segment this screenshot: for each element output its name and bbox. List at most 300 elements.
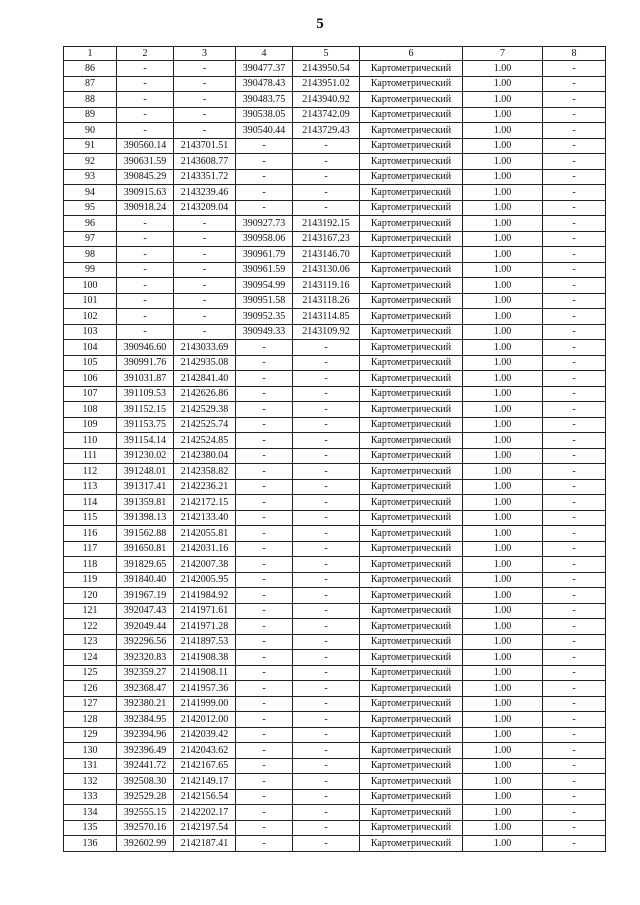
table-row bbox=[64, 696, 606, 712]
table-cell: Картометрический bbox=[360, 262, 463, 278]
table-cell: Картометрический bbox=[360, 805, 463, 821]
table-row bbox=[64, 448, 606, 464]
table-cell: 1.00 bbox=[463, 836, 543, 852]
table-cell: 134 bbox=[64, 805, 117, 821]
table-cell: - bbox=[236, 712, 293, 728]
table-cell: 392529.28 bbox=[117, 789, 174, 805]
table-cell: 103 bbox=[64, 324, 117, 340]
table-cell: - bbox=[117, 123, 174, 139]
table-cell: 392394.96 bbox=[117, 727, 174, 743]
table-cell: - bbox=[543, 495, 606, 511]
table-row bbox=[64, 495, 606, 511]
table-cell: - bbox=[236, 588, 293, 604]
table-cell: 390952.35 bbox=[236, 309, 293, 325]
table-cell: - bbox=[543, 247, 606, 263]
table-cell: 2141897.53 bbox=[174, 634, 236, 650]
table-cell: - bbox=[236, 634, 293, 650]
table-cell: 1.00 bbox=[463, 247, 543, 263]
table-cell: 1.00 bbox=[463, 293, 543, 309]
table-row bbox=[64, 541, 606, 557]
table-cell: 1.00 bbox=[463, 712, 543, 728]
table-row bbox=[64, 61, 606, 77]
table-row bbox=[64, 92, 606, 108]
table-cell: 392602.99 bbox=[117, 836, 174, 852]
table-cell: Картометрический bbox=[360, 293, 463, 309]
table-cell: 2142358.82 bbox=[174, 464, 236, 480]
table-cell: 390991.76 bbox=[117, 355, 174, 371]
table-cell: 2143701.51 bbox=[174, 138, 236, 154]
table-cell: Картометрический bbox=[360, 138, 463, 154]
table-cell: 1.00 bbox=[463, 355, 543, 371]
table-cell: Картометрический bbox=[360, 340, 463, 356]
table-cell: 1.00 bbox=[463, 619, 543, 635]
table-cell: - bbox=[543, 681, 606, 697]
table-cell: - bbox=[293, 712, 360, 728]
table-cell: 2143130.06 bbox=[293, 262, 360, 278]
table-cell: 1.00 bbox=[463, 386, 543, 402]
table-cell: - bbox=[174, 123, 236, 139]
table-header-row bbox=[64, 47, 606, 61]
table-cell: - bbox=[543, 464, 606, 480]
table-cell: Картометрический bbox=[360, 371, 463, 387]
table-row bbox=[64, 355, 606, 371]
table-cell: - bbox=[293, 758, 360, 774]
table-row bbox=[64, 650, 606, 666]
table-row bbox=[64, 107, 606, 123]
table-cell: 392320.83 bbox=[117, 650, 174, 666]
table-cell: 1.00 bbox=[463, 278, 543, 294]
table-cell: 2142529.38 bbox=[174, 402, 236, 418]
table-cell: 97 bbox=[64, 231, 117, 247]
table-cell: 1.00 bbox=[463, 789, 543, 805]
table-cell: 109 bbox=[64, 417, 117, 433]
table-cell: Картометрический bbox=[360, 231, 463, 247]
table-cell: - bbox=[543, 154, 606, 170]
column-header: 7 bbox=[463, 47, 543, 61]
table-cell: 2142007.38 bbox=[174, 557, 236, 573]
table-cell: Картометрический bbox=[360, 510, 463, 526]
table-cell: Картометрический bbox=[360, 324, 463, 340]
table-cell: - bbox=[543, 138, 606, 154]
table-cell: 390961.59 bbox=[236, 262, 293, 278]
table-cell: - bbox=[543, 200, 606, 216]
table-cell: 2142133.40 bbox=[174, 510, 236, 526]
table-cell: 391398.13 bbox=[117, 510, 174, 526]
table-cell: - bbox=[236, 836, 293, 852]
table-row bbox=[64, 805, 606, 821]
table-cell: - bbox=[174, 61, 236, 77]
table-cell: 1.00 bbox=[463, 541, 543, 557]
table-cell: 1.00 bbox=[463, 727, 543, 743]
column-header: 5 bbox=[293, 47, 360, 61]
table-cell: 130 bbox=[64, 743, 117, 759]
table-row bbox=[64, 433, 606, 449]
table-cell: 1.00 bbox=[463, 634, 543, 650]
table-cell: 117 bbox=[64, 541, 117, 557]
table-cell: 1.00 bbox=[463, 696, 543, 712]
table-cell: 390477.37 bbox=[236, 61, 293, 77]
table-cell: Картометрический bbox=[360, 92, 463, 108]
table-cell: - bbox=[293, 665, 360, 681]
table-cell: - bbox=[174, 92, 236, 108]
table-cell: 392049.44 bbox=[117, 619, 174, 635]
table-cell: - bbox=[117, 278, 174, 294]
table-cell: 1.00 bbox=[463, 371, 543, 387]
table-cell: Картометрический bbox=[360, 572, 463, 588]
table-cell: 1.00 bbox=[463, 76, 543, 92]
table-row bbox=[64, 665, 606, 681]
table-cell: Картометрический bbox=[360, 526, 463, 542]
table-cell: 112 bbox=[64, 464, 117, 480]
table-cell: 2142039.42 bbox=[174, 727, 236, 743]
table-cell: 391967.19 bbox=[117, 588, 174, 604]
table-cell: - bbox=[293, 510, 360, 526]
table-cell: 136 bbox=[64, 836, 117, 852]
table-cell: - bbox=[543, 278, 606, 294]
table-cell: - bbox=[236, 820, 293, 836]
table-cell: 390958.06 bbox=[236, 231, 293, 247]
table-cell: - bbox=[293, 340, 360, 356]
table-cell: 108 bbox=[64, 402, 117, 418]
table-cell: 2142236.21 bbox=[174, 479, 236, 495]
table-row bbox=[64, 479, 606, 495]
table-cell: - bbox=[236, 386, 293, 402]
table-cell: 390560.14 bbox=[117, 138, 174, 154]
table-cell: 2142055.81 bbox=[174, 526, 236, 542]
table-cell: - bbox=[117, 309, 174, 325]
table-cell: 1.00 bbox=[463, 464, 543, 480]
table-cell: 2142626.86 bbox=[174, 386, 236, 402]
table-cell: - bbox=[293, 681, 360, 697]
table-cell: 1.00 bbox=[463, 169, 543, 185]
table-cell: Картометрический bbox=[360, 557, 463, 573]
table-cell: - bbox=[293, 619, 360, 635]
table-cell: - bbox=[236, 185, 293, 201]
table-row bbox=[64, 262, 606, 278]
table-cell: 1.00 bbox=[463, 107, 543, 123]
table-cell: 2141999.00 bbox=[174, 696, 236, 712]
table-cell: 128 bbox=[64, 712, 117, 728]
table-cell: 2143351.72 bbox=[174, 169, 236, 185]
table-cell: - bbox=[236, 743, 293, 759]
column-header: 8 bbox=[543, 47, 606, 61]
table-cell: - bbox=[236, 557, 293, 573]
table-cell: Картометрический bbox=[360, 650, 463, 666]
table-cell: - bbox=[236, 758, 293, 774]
column-header: 2 bbox=[117, 47, 174, 61]
table-cell: 391230.02 bbox=[117, 448, 174, 464]
table-cell: - bbox=[543, 92, 606, 108]
table-cell: - bbox=[236, 526, 293, 542]
table-row bbox=[64, 402, 606, 418]
table-cell: 2142043.62 bbox=[174, 743, 236, 759]
table-cell: Картометрический bbox=[360, 309, 463, 325]
table-cell: 115 bbox=[64, 510, 117, 526]
table-cell: - bbox=[117, 247, 174, 263]
table-cell: 391248.01 bbox=[117, 464, 174, 480]
table-cell: 107 bbox=[64, 386, 117, 402]
table-cell: - bbox=[236, 417, 293, 433]
table-cell: Картометрический bbox=[360, 588, 463, 604]
table-cell: Картометрический bbox=[360, 727, 463, 743]
table-cell: - bbox=[236, 696, 293, 712]
table-cell: - bbox=[117, 107, 174, 123]
table-cell: Картометрический bbox=[360, 185, 463, 201]
table-cell: 391152.15 bbox=[117, 402, 174, 418]
table-cell: - bbox=[543, 293, 606, 309]
table-cell: 89 bbox=[64, 107, 117, 123]
table-cell: - bbox=[543, 262, 606, 278]
table-cell: - bbox=[543, 572, 606, 588]
table-cell: - bbox=[293, 371, 360, 387]
column-header: 6 bbox=[360, 47, 463, 61]
table-cell: - bbox=[293, 154, 360, 170]
table-cell: Картометрический bbox=[360, 154, 463, 170]
table-cell: 92 bbox=[64, 154, 117, 170]
table-cell: 392441.72 bbox=[117, 758, 174, 774]
table-cell: Картометрический bbox=[360, 634, 463, 650]
table-row bbox=[64, 603, 606, 619]
table-cell: - bbox=[293, 355, 360, 371]
table-cell: 1.00 bbox=[463, 805, 543, 821]
table-cell: 127 bbox=[64, 696, 117, 712]
table-cell: 114 bbox=[64, 495, 117, 511]
table-cell: Картометрический bbox=[360, 696, 463, 712]
table-cell: Картометрический bbox=[360, 758, 463, 774]
table-cell: 392555.15 bbox=[117, 805, 174, 821]
table-cell: - bbox=[293, 433, 360, 449]
table-cell: 104 bbox=[64, 340, 117, 356]
table-cell: - bbox=[174, 216, 236, 232]
table-cell: - bbox=[293, 588, 360, 604]
table-cell: - bbox=[543, 61, 606, 77]
table-cell: Картометрический bbox=[360, 479, 463, 495]
table-cell: 392384.95 bbox=[117, 712, 174, 728]
table-cell: Картометрический bbox=[360, 278, 463, 294]
table-cell: 2143239.46 bbox=[174, 185, 236, 201]
table-cell: - bbox=[293, 836, 360, 852]
table-cell: 1.00 bbox=[463, 154, 543, 170]
table-row bbox=[64, 510, 606, 526]
table-cell: 1.00 bbox=[463, 557, 543, 573]
table-cell: - bbox=[293, 789, 360, 805]
table-cell: 1.00 bbox=[463, 262, 543, 278]
table-cell: Картометрический bbox=[360, 495, 463, 511]
table-cell: 113 bbox=[64, 479, 117, 495]
table-cell: - bbox=[293, 805, 360, 821]
table-cell: 1.00 bbox=[463, 340, 543, 356]
table-cell: - bbox=[293, 200, 360, 216]
table-cell: 1.00 bbox=[463, 758, 543, 774]
table-cell: 1.00 bbox=[463, 448, 543, 464]
table-cell: 98 bbox=[64, 247, 117, 263]
table-cell: Картометрический bbox=[360, 665, 463, 681]
table-cell: 1.00 bbox=[463, 681, 543, 697]
table-cell: - bbox=[543, 743, 606, 759]
table-cell: 1.00 bbox=[463, 743, 543, 759]
table-cell: 106 bbox=[64, 371, 117, 387]
table-cell: 2142841.40 bbox=[174, 371, 236, 387]
table-cell: 2143950.54 bbox=[293, 61, 360, 77]
table-cell: Картометрический bbox=[360, 774, 463, 790]
table-cell: 2142031.16 bbox=[174, 541, 236, 557]
table-cell: 391840.40 bbox=[117, 572, 174, 588]
table-cell: - bbox=[293, 774, 360, 790]
table-cell: 90 bbox=[64, 123, 117, 139]
table-cell: 391359.81 bbox=[117, 495, 174, 511]
table-cell: Картометрический bbox=[360, 61, 463, 77]
table-cell: 2143608.77 bbox=[174, 154, 236, 170]
table-row bbox=[64, 340, 606, 356]
table-cell: - bbox=[293, 169, 360, 185]
table-cell: - bbox=[293, 557, 360, 573]
table-cell: - bbox=[543, 665, 606, 681]
table-cell: 391153.75 bbox=[117, 417, 174, 433]
table-cell: 2142935.08 bbox=[174, 355, 236, 371]
table-cell: - bbox=[293, 386, 360, 402]
table-cell: Картометрический bbox=[360, 541, 463, 557]
table-row bbox=[64, 789, 606, 805]
table-row bbox=[64, 634, 606, 650]
table-cell: - bbox=[236, 371, 293, 387]
table-cell: - bbox=[543, 417, 606, 433]
table-cell: 1.00 bbox=[463, 526, 543, 542]
table-cell: 2143729.43 bbox=[293, 123, 360, 139]
table-cell: - bbox=[543, 557, 606, 573]
table-row bbox=[64, 278, 606, 294]
table-cell: Картометрический bbox=[360, 712, 463, 728]
table-cell: 392047.43 bbox=[117, 603, 174, 619]
table-cell: Картометрический bbox=[360, 464, 463, 480]
table-cell: - bbox=[543, 231, 606, 247]
table-cell: 2143033.69 bbox=[174, 340, 236, 356]
table-cell: - bbox=[543, 820, 606, 836]
table-cell: 392380.21 bbox=[117, 696, 174, 712]
table-cell: - bbox=[543, 433, 606, 449]
table-cell: - bbox=[236, 510, 293, 526]
table-cell: - bbox=[543, 634, 606, 650]
table-cell: - bbox=[117, 324, 174, 340]
table-cell: 1.00 bbox=[463, 324, 543, 340]
table-cell: 2142012.00 bbox=[174, 712, 236, 728]
table-cell: 390951.58 bbox=[236, 293, 293, 309]
table-cell: Картометрический bbox=[360, 200, 463, 216]
table-cell: 110 bbox=[64, 433, 117, 449]
table-cell: Картометрический bbox=[360, 402, 463, 418]
table-cell: 96 bbox=[64, 216, 117, 232]
table-cell: - bbox=[543, 541, 606, 557]
table-cell: - bbox=[236, 479, 293, 495]
table-cell: - bbox=[236, 200, 293, 216]
table-cell: - bbox=[543, 712, 606, 728]
table-cell: - bbox=[543, 588, 606, 604]
column-header: 1 bbox=[64, 47, 117, 61]
coordinates-table bbox=[63, 46, 606, 852]
table-cell: - bbox=[543, 309, 606, 325]
table-cell: - bbox=[543, 696, 606, 712]
table-cell: 2141908.38 bbox=[174, 650, 236, 666]
table-cell: 125 bbox=[64, 665, 117, 681]
table-cell: 1.00 bbox=[463, 92, 543, 108]
table-cell: 2143109.92 bbox=[293, 324, 360, 340]
table-cell: - bbox=[543, 526, 606, 542]
table-cell: 390915.63 bbox=[117, 185, 174, 201]
table-row bbox=[64, 216, 606, 232]
table-cell: 1.00 bbox=[463, 200, 543, 216]
table-cell: - bbox=[293, 526, 360, 542]
table-cell: 122 bbox=[64, 619, 117, 635]
table-cell: - bbox=[117, 92, 174, 108]
table-cell: 1.00 bbox=[463, 433, 543, 449]
table-cell: 2142187.41 bbox=[174, 836, 236, 852]
table-cell: - bbox=[293, 495, 360, 511]
table-cell: 94 bbox=[64, 185, 117, 201]
column-header: 4 bbox=[236, 47, 293, 61]
table-cell: 390631.59 bbox=[117, 154, 174, 170]
table-cell: - bbox=[236, 495, 293, 511]
table-cell: 2143192.15 bbox=[293, 216, 360, 232]
table-cell: - bbox=[543, 340, 606, 356]
table-cell: - bbox=[174, 324, 236, 340]
table-cell: 391109.53 bbox=[117, 386, 174, 402]
table-row bbox=[64, 231, 606, 247]
table-row bbox=[64, 681, 606, 697]
table-cell: 390918.24 bbox=[117, 200, 174, 216]
table-cell: Картометрический bbox=[360, 836, 463, 852]
table-cell: 1.00 bbox=[463, 510, 543, 526]
table-cell: 2143209.04 bbox=[174, 200, 236, 216]
table-cell: 2142167.65 bbox=[174, 758, 236, 774]
table-cell: - bbox=[174, 293, 236, 309]
table-cell: 392359.27 bbox=[117, 665, 174, 681]
table-cell: - bbox=[543, 805, 606, 821]
table-cell: - bbox=[236, 603, 293, 619]
table-cell: - bbox=[174, 247, 236, 263]
table-cell: - bbox=[293, 650, 360, 666]
table-cell: Картометрический bbox=[360, 107, 463, 123]
table-cell: 2141971.28 bbox=[174, 619, 236, 635]
table-cell: Картометрический bbox=[360, 216, 463, 232]
table-cell: 2142172.15 bbox=[174, 495, 236, 511]
table-cell: - bbox=[543, 123, 606, 139]
table-cell: 392508.30 bbox=[117, 774, 174, 790]
table-cell: 392368.47 bbox=[117, 681, 174, 697]
table-cell: - bbox=[543, 216, 606, 232]
table-cell: Картометрический bbox=[360, 386, 463, 402]
table-cell: - bbox=[543, 324, 606, 340]
table-cell: - bbox=[117, 76, 174, 92]
table-cell: - bbox=[236, 681, 293, 697]
table-cell: 1.00 bbox=[463, 603, 543, 619]
table-cell: 1.00 bbox=[463, 185, 543, 201]
table-cell: 2143114.85 bbox=[293, 309, 360, 325]
table-cell: Картометрический bbox=[360, 76, 463, 92]
table-cell: - bbox=[543, 479, 606, 495]
table-cell: Картометрический bbox=[360, 448, 463, 464]
table-cell: Картометрический bbox=[360, 355, 463, 371]
table-cell: - bbox=[174, 262, 236, 278]
table-cell: 2141957.36 bbox=[174, 681, 236, 697]
table-cell: 118 bbox=[64, 557, 117, 573]
table-cell: - bbox=[543, 789, 606, 805]
table-row bbox=[64, 417, 606, 433]
table-cell: - bbox=[543, 107, 606, 123]
table-cell: - bbox=[236, 355, 293, 371]
table-row bbox=[64, 557, 606, 573]
table-cell: - bbox=[543, 758, 606, 774]
table-cell: - bbox=[543, 371, 606, 387]
table-cell: - bbox=[293, 138, 360, 154]
